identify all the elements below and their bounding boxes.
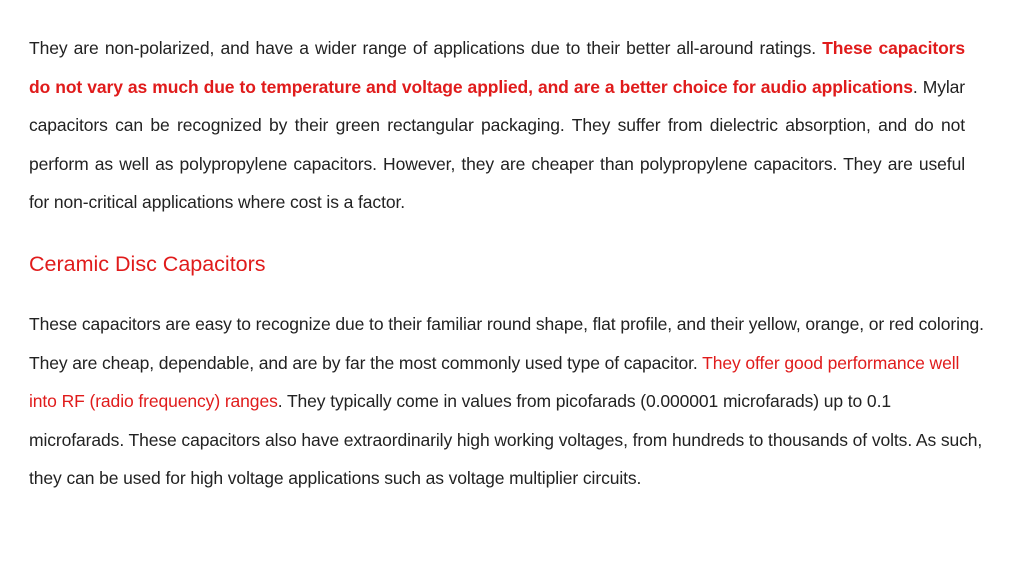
mylar-rest-text: . Mylar capacitors can be recognized by their green rectangular packaging. They suffer from dielectric absorption, and do not perform as well as polypropylene capacitors. However, they are cheaper than polypropylene capacitors. They are useful for non-critical applications where cost is a factor. <box>29 76 965 212</box>
ceramic-heading: Ceramic Disc Capacitors <box>29 252 266 276</box>
ceramic-paragraph <box>29 305 989 498</box>
ceramic-intro-text: These capacitors are easy to recognize due to their familiar round shape, flat profile, and their yellow, orange, or red coloring. They are cheap, dependable, and are by far the most commonly used type of capacitor. <box>29 314 984 373</box>
mylar-intro-text: They are non-polarized, and have a wider range of applications due to their better all-around ratings. <box>29 38 823 58</box>
ceramic-rest-text: . They typically come in values from picofarads (0.000001 microfarads) up to 0.1 microfarads. These capacitors also have extraordinarily high working voltages, from hundreds to thousands of volts. As such, they can be used for high voltage applications such as voltage multiplier circuits. <box>29 391 983 488</box>
mylar-paragraph <box>29 29 965 222</box>
ceramic-highlight-text: They offer good performance well into RF (radio frequency) ranges <box>29 352 960 411</box>
mylar-highlight-text: These capacitors do not vary as much due to temperature and voltage applied, and are a better choice for audio applications <box>29 38 965 97</box>
